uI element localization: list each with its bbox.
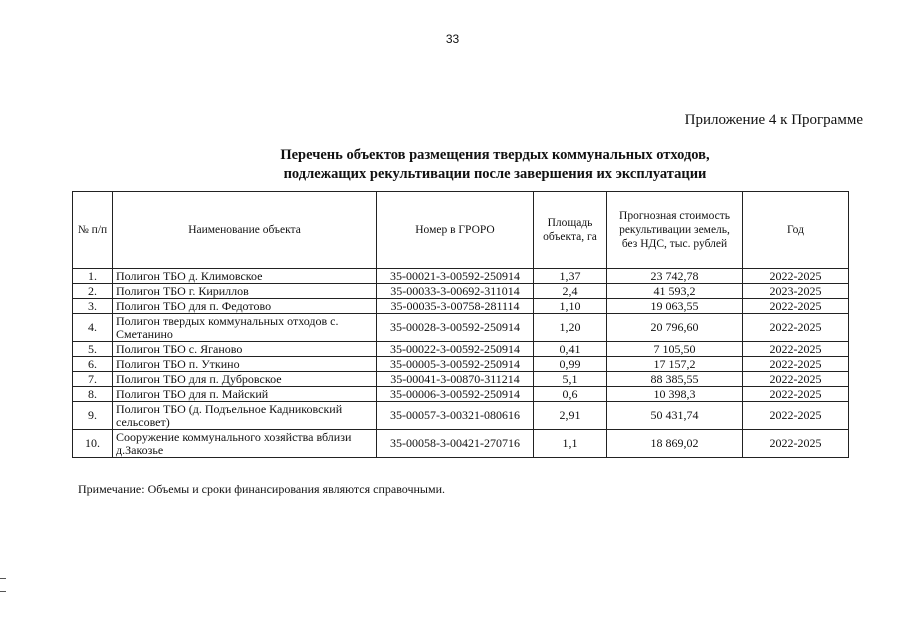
cell-num: 9. xyxy=(73,402,113,430)
table-row xyxy=(73,314,849,342)
cell-year: 2022-2025 xyxy=(743,314,849,342)
table-row xyxy=(73,387,849,402)
cell-area: 2,91 xyxy=(534,402,607,430)
cell-groro: 35-00021-3-00592-250914 xyxy=(377,269,534,284)
cell-year: 2022-2025 xyxy=(743,357,849,372)
document-title-line-2: подлежащих рекультивации после завершения их эксплуатации xyxy=(283,166,707,182)
cell-cost: 17 157,2 xyxy=(607,357,743,372)
objects-table xyxy=(72,191,849,458)
cell-cost: 88 385,55 xyxy=(607,372,743,387)
cell-groro: 35-00058-3-00421-270716 xyxy=(377,430,534,458)
header-year: Год xyxy=(743,192,849,269)
cell-num: 10. xyxy=(73,430,113,458)
cell-year: 2022-2025 xyxy=(743,430,849,458)
table-row xyxy=(73,284,849,299)
cell-num: 3. xyxy=(73,299,113,314)
cell-name: Полигон ТБО с. Яганово xyxy=(113,342,377,357)
cell-year: 2022-2025 xyxy=(743,372,849,387)
table-row xyxy=(73,430,849,458)
cell-num: 1. xyxy=(73,269,113,284)
cell-cost: 20 796,60 xyxy=(607,314,743,342)
appendix-label: Приложение 4 к Программе xyxy=(684,112,863,128)
table-row xyxy=(73,372,849,387)
cell-year: 2022-2025 xyxy=(743,299,849,314)
cell-groro: 35-00006-3-00592-250914 xyxy=(377,387,534,402)
cell-num: 5. xyxy=(73,342,113,357)
cell-cost: 18 869,02 xyxy=(607,430,743,458)
cell-groro: 35-00005-3-00592-250914 xyxy=(377,357,534,372)
header-name: Наименование объекта xyxy=(113,192,377,269)
cell-year: 2023-2025 xyxy=(743,284,849,299)
cell-num: 4. xyxy=(73,314,113,342)
cell-area: 1,20 xyxy=(534,314,607,342)
table-row xyxy=(73,269,849,284)
cell-groro: 35-00022-3-00592-250914 xyxy=(377,342,534,357)
cell-groro: 35-00057-3-00321-080616 xyxy=(377,402,534,430)
cell-area: 1,37 xyxy=(534,269,607,284)
cell-area: 1,1 xyxy=(534,430,607,458)
cell-name: Сооружение коммунального хозяйства вблизи д.Закозье xyxy=(113,430,377,458)
header-area: Площадь объекта, га xyxy=(534,192,607,269)
cell-area: 5,1 xyxy=(534,372,607,387)
cell-area: 1,10 xyxy=(534,299,607,314)
table-row xyxy=(73,342,849,357)
cell-year: 2022-2025 xyxy=(743,387,849,402)
cell-name: Полигон ТБО для п. Майский xyxy=(113,387,377,402)
cell-year: 2022-2025 xyxy=(743,402,849,430)
header-groro: Номер в ГРОРО xyxy=(377,192,534,269)
table-row xyxy=(73,402,849,430)
cell-year: 2022-2025 xyxy=(743,269,849,284)
cell-cost: 10 398,3 xyxy=(607,387,743,402)
cell-cost: 19 063,55 xyxy=(607,299,743,314)
cell-name: Полигон ТБО п. Уткино xyxy=(113,357,377,372)
table-row xyxy=(73,299,849,314)
cell-groro: 35-00041-3-00870-311214 xyxy=(377,372,534,387)
cell-cost: 50 431,74 xyxy=(607,402,743,430)
cell-groro: 35-00028-3-00592-250914 xyxy=(377,314,534,342)
cell-name: Полигон ТБО д. Климовское xyxy=(113,269,377,284)
cell-area: 0,99 xyxy=(534,357,607,372)
cell-num: 8. xyxy=(73,387,113,402)
cell-name: Полигон твердых коммунальных отходов с. Сметанино xyxy=(113,314,377,342)
cell-name: Полигон ТБО (д. Подъельное Кадниковский сельсовет) xyxy=(113,402,377,430)
cell-area: 0,6 xyxy=(534,387,607,402)
page-number: 33 xyxy=(445,32,460,46)
cell-area: 0,41 xyxy=(534,342,607,357)
cell-name: Полигон ТБО для п. Дубровское xyxy=(113,372,377,387)
table-header-row xyxy=(73,192,849,269)
cell-area: 2,4 xyxy=(534,284,607,299)
margin-mark xyxy=(0,578,6,592)
cell-groro: 35-00035-3-00758-281114 xyxy=(377,299,534,314)
cell-num: 6. xyxy=(73,357,113,372)
table-note: Примечание: Объемы и сроки финансирования являются справочными. xyxy=(78,482,446,496)
cell-cost: 7 105,50 xyxy=(607,342,743,357)
cell-year: 2022-2025 xyxy=(743,342,849,357)
cell-name: Полигон ТБО г. Кириллов xyxy=(113,284,377,299)
cell-cost: 41 593,2 xyxy=(607,284,743,299)
cell-groro: 35-00033-3-00692-311014 xyxy=(377,284,534,299)
cell-num: 7. xyxy=(73,372,113,387)
document-title xyxy=(0,146,905,184)
document-title-line-1: Перечень объектов размещения твердых коммунальных отходов, xyxy=(280,147,710,163)
table-row xyxy=(73,357,849,372)
cell-cost: 23 742,78 xyxy=(607,269,743,284)
cell-num: 2. xyxy=(73,284,113,299)
header-cost: Прогнозная стоимость рекультивации земель, без НДС, тыс. рублей xyxy=(607,192,743,269)
cell-name: Полигон ТБО для п. Федотово xyxy=(113,299,377,314)
header-num: № п/п xyxy=(73,192,113,269)
